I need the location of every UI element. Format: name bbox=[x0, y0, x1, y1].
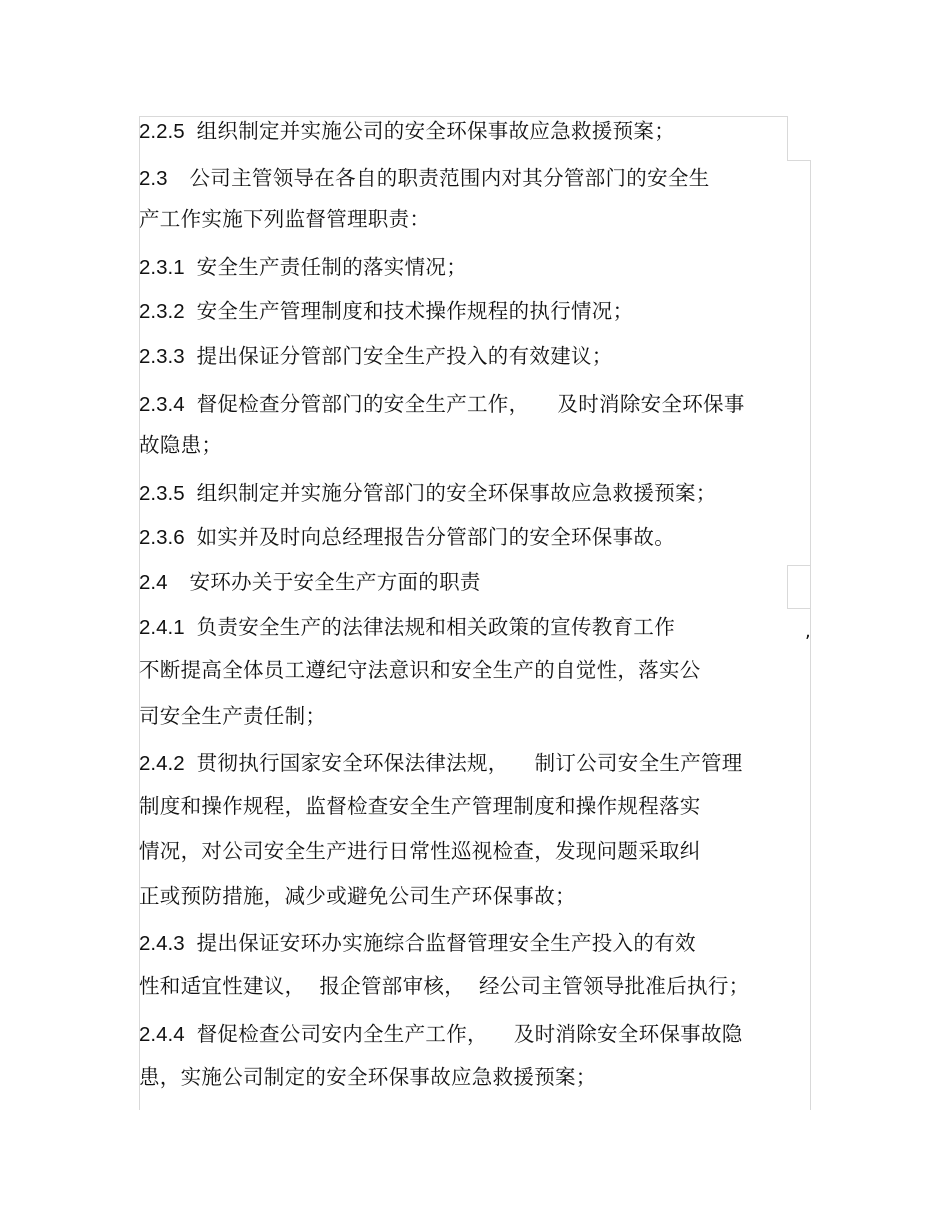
clause-number: 2.3.6 bbox=[139, 526, 185, 549]
clause-text: 安全生产管理制度和技术操作规程的执行情况； bbox=[196, 299, 634, 323]
stray-comma: , bbox=[805, 621, 811, 642]
clause-text: 提出保证分管部门安全生产投入的有效建议； bbox=[196, 344, 613, 368]
line-2-3-2 bbox=[139, 297, 633, 326]
clause-number: 2.4.3 bbox=[139, 932, 185, 955]
line-2-3-5 bbox=[139, 479, 717, 508]
line-2-2-5 bbox=[139, 117, 675, 146]
frame-notch-top bbox=[787, 160, 810, 161]
line-2-4-2 bbox=[139, 749, 743, 778]
clause-text: 性和适宜性建议， bbox=[139, 974, 306, 998]
line-2-4-1-cont2 bbox=[139, 702, 326, 730]
clause-text: 安环办关于安全生产方面的职责 bbox=[189, 570, 481, 594]
line-2-3-cont bbox=[139, 205, 430, 233]
line-2-3-4-cont bbox=[139, 431, 222, 459]
clause-number: 2.3.3 bbox=[139, 345, 185, 368]
frame-notch2-left bbox=[787, 565, 788, 609]
clause-text-continued-2: 经公司主管领导批准后执行； bbox=[479, 974, 750, 998]
line-2-4-4 bbox=[139, 1020, 743, 1049]
line-2-4-3-cont bbox=[139, 972, 749, 1000]
clause-text: 情况，对公司安全生产进行日常性巡视检查，发现问题采取纠 bbox=[139, 839, 701, 863]
clause-text-continued: 报企管部审核， bbox=[319, 974, 466, 998]
clause-text: 故隐患； bbox=[139, 433, 223, 457]
line-2-4-2-cont1 bbox=[139, 792, 701, 820]
line-2-4-1 bbox=[139, 613, 675, 642]
clause-text-continued: 及时消除安全环保事故隐 bbox=[513, 1022, 743, 1046]
clause-text: 负责安全生产的法律法规和相关政策的宣传教育工作 bbox=[196, 615, 676, 639]
clause-number: 2.4 bbox=[139, 571, 168, 594]
clause-number: 2.4.1 bbox=[139, 616, 185, 639]
clause-text: 督促检查分管部门的安全生产工作， bbox=[196, 392, 530, 416]
clause-text: 安全生产责任制的落实情况； bbox=[196, 255, 468, 279]
clause-text: 产工作实施下列监督管理职责： bbox=[139, 207, 431, 231]
clause-text: 正或预防措施，减少或避免公司生产环保事故； bbox=[139, 884, 576, 908]
line-2-4-2-cont2 bbox=[139, 837, 701, 865]
line-2-3-3 bbox=[139, 342, 613, 371]
line-2-4 bbox=[139, 568, 481, 597]
clause-text: 贯彻执行国家安全环保法律法规， bbox=[196, 751, 509, 775]
clause-number: 2.3 bbox=[139, 167, 168, 190]
clause-number: 2.2.5 bbox=[139, 120, 185, 143]
clause-number: 2.3.4 bbox=[139, 393, 185, 416]
line-2-3-6 bbox=[139, 523, 675, 552]
clause-number: 2.3.2 bbox=[139, 300, 185, 323]
clause-text: 司安全生产责任制； bbox=[139, 704, 327, 728]
line-2-4-2-cont3 bbox=[139, 882, 576, 910]
line-2-4-4-cont bbox=[139, 1063, 597, 1091]
clause-text-continued: 制订公司安全生产管理 bbox=[534, 751, 743, 775]
clause-text: 制度和操作规程，监督检查安全生产管理制度和操作规程落实 bbox=[139, 794, 701, 818]
line-2-3 bbox=[139, 164, 710, 193]
line-2-3-4 bbox=[139, 390, 745, 419]
clause-text: 组织制定并实施分管部门的安全环保事故应急救援预案； bbox=[196, 481, 717, 505]
line-2-4-3 bbox=[139, 929, 696, 958]
clause-number: 2.4.4 bbox=[139, 1023, 185, 1046]
clause-text: 如实并及时向总经理报告分管部门的安全环保事故。 bbox=[196, 525, 676, 549]
frame-right-line-upper bbox=[787, 116, 788, 161]
clause-text: 提出保证安环办实施综合监督管理安全生产投入的有效 bbox=[196, 931, 696, 955]
clause-text: 督促检查公司安内全生产工作， bbox=[196, 1022, 488, 1046]
clause-text: 患，实施公司制定的安全环保事故应急救援预案； bbox=[139, 1065, 597, 1089]
clause-number: 2.3.5 bbox=[139, 482, 185, 505]
line-2-3-1 bbox=[139, 253, 467, 282]
frame-notch2-top bbox=[787, 565, 810, 566]
clause-text: 公司主管领导在各自的职责范围内对其分管部门的安全生 bbox=[189, 166, 710, 190]
clause-text: 组织制定并实施公司的安全环保事故应急救援预案； bbox=[196, 119, 676, 143]
line-2-4-1-cont1 bbox=[139, 656, 701, 684]
clause-number: 2.3.1 bbox=[139, 256, 185, 279]
clause-text-continued: 及时消除安全环保事 bbox=[557, 392, 745, 416]
clause-text: 不断提高全体员工遵纪守法意识和安全生产的自觉性，落实公 bbox=[139, 658, 701, 682]
clause-number: 2.4.2 bbox=[139, 752, 185, 775]
frame-notch2-bottom bbox=[787, 608, 810, 609]
